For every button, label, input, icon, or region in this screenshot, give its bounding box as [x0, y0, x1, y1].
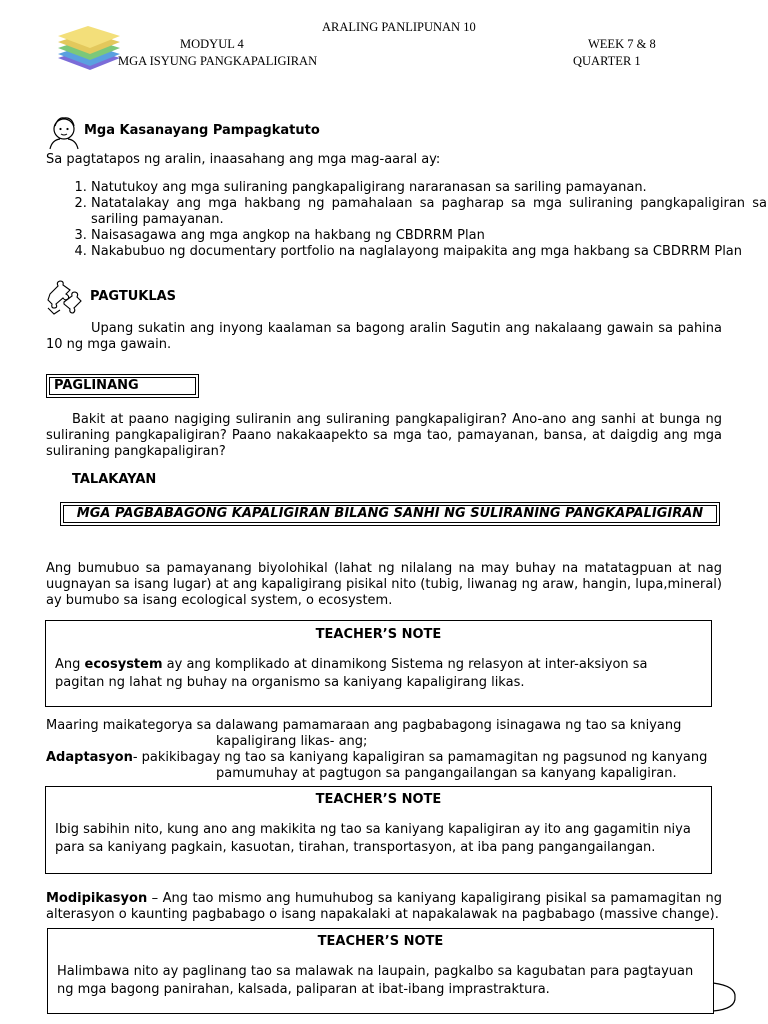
- list-item: 2. Natatalakay ang mga hakbang ng pamahalaan sa pagharap sa mga suliraning pangkapaligiran sa sariling pamayanan.: [91, 196, 767, 228]
- module-number: MODYUL 4: [180, 37, 244, 51]
- paglinang-text: Bakit at paano nagiging suliranin ang suliraning pangkapaligiran? Ano-ano ang sanhi at bunga ng suliraning pangkapaligiran? Paano nakakaapekto sa mga tao, pamayanan, bansa, at daigdig ang mga suliraning pangkapaligiran?: [46, 412, 722, 459]
- page-corner-shape: [712, 982, 738, 1012]
- pagtuklas-text: Upang sukatin ang inyong kaalaman sa bagong aralin Sagutin ang nakalaang gawain sa pahina 10 ng mga gawain.: [46, 321, 722, 352]
- list-item: 1. Natutukoy ang mga suliraning pangkapaligirang nararanasan sa sariling pamayanan.: [91, 180, 767, 196]
- note-body: Ang ecosystem ay ang komplikado at dinamikong Sistema ng relasyon at inter-aksiyon sa pagitan ng lahat ng buhay na organismo sa kaniyang kapaligirang likas.: [55, 657, 648, 690]
- list-item: 3. Naisasagawa ang mga angkop na hakbang ng CBDRRM Plan: [91, 228, 767, 244]
- banner-title: MGA PAGBABAGONG KAPALIGIRAN BILANG SANHI NG SULIRANING PANGKAPALIGIRAN: [76, 506, 704, 521]
- note-body: Halimbawa nito ay paglinang tao sa malawak na laupain, pagkalbo sa kagubatan para pagtayuan ng mga bagong panirahan, kalsada, paliparan at ibat-ibang imprastraktura.: [57, 964, 694, 997]
- adaptasyon-definition: Adaptasyon- pakikibagay ng tao sa kaniyang kapaligiran sa pamamagitan ng pagsunod ng kanyang pamumuhay at pagtugon sa pangangailangan sa kanyang kapaligiran.: [46, 750, 708, 781]
- teachers-note-box: [45, 786, 712, 874]
- objectives-heading: Mga Kasanayang Pampagkatuto: [84, 123, 320, 138]
- paglinang-heading: PAGLINANG: [54, 378, 139, 393]
- talakayan-intro: Ang bumubuo sa pamayanang biyolohikal (lahat ng nilalang na may buhay na matatagpuan at nag uugnayan sa isang lugar) at ang kapaligirang pisikal nito (tubig, liwanag ng araw, hangin, lupa,mineral) ay bumubo sa isang ecological system, o ecosystem.: [46, 561, 722, 608]
- quarter-label: QUARTER 1: [573, 54, 641, 68]
- modipikasyon-definition: Modipikasyon – Ang tao mismo ang humuhubog sa kaniyang kapaligirang pisikal sa pamamagitan ng alterasyon o kaunting pagbabago o isang napakalaki at napakalawak na pagbabago (massive change).: [46, 891, 722, 922]
- student-face-icon: [46, 114, 82, 150]
- week-label: WEEK 7 & 8: [588, 37, 656, 51]
- note-body: Ibig sabihin nito, kung ano ang makikita ng tao sa kaniyang kapaligiran ay ito ang gagamitin niya para sa kaniyang pagkain, kasuotan, tirahan, transportasyon, at iba pang pangangailangan.: [55, 822, 691, 855]
- stacked-books-icon: [54, 24, 124, 80]
- note-title: TEACHER’S NOTE: [317, 934, 444, 949]
- module-title: MGA ISYUNG PANGKAPALIGIRAN: [118, 54, 318, 68]
- talakayan-heading: TALAKAYAN: [72, 472, 157, 487]
- pagtuklas-heading: PAGTUKLAS: [90, 289, 177, 304]
- note-title: TEACHER’S NOTE: [315, 627, 442, 642]
- modipikasyon-term: Modipikasyon: [46, 891, 148, 906]
- teachers-note-box: [47, 928, 714, 1014]
- subject-title: ARALING PANLIPUNAN 10: [322, 20, 476, 34]
- note-title: TEACHER’S NOTE: [315, 792, 442, 807]
- objectives-intro: Sa pagtatapos ng aralin, inaasahang ang mga mag-aaral ay:: [46, 152, 441, 167]
- ecosystem-term: ecosystem: [84, 657, 163, 672]
- categories-intro: Maaring maikategorya sa dalawang pamamaraan ang pagbabagong isinagawa ng tao sa kniyang kapaligirang likas- ang;: [46, 718, 682, 749]
- objectives-list: [46, 180, 767, 260]
- puzzle-piece-icon: [44, 280, 84, 318]
- list-item: 4. Nakabubuo ng documentary portfolio na naglalayong maipakita ang mga hakbang sa CBDRRM Plan: [91, 244, 767, 260]
- adaptasyon-term: Adaptasyon: [46, 750, 133, 765]
- teachers-note-box: [45, 620, 712, 707]
- talakayan-banner: [60, 502, 720, 526]
- paglinang-box: [46, 374, 199, 398]
